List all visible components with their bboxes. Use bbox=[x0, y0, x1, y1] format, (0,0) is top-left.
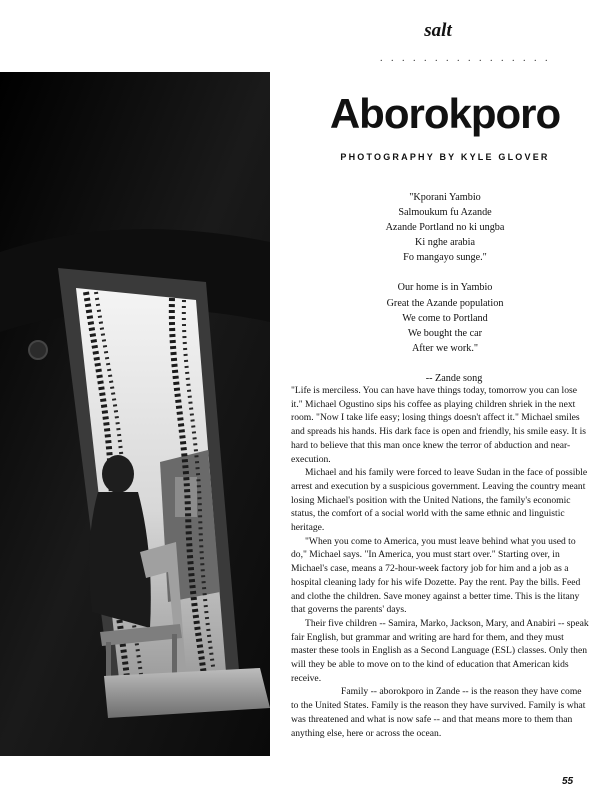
poem-line: We come to Portland bbox=[402, 312, 488, 324]
poem-line: Azande Portland no ki ungba bbox=[385, 222, 505, 234]
poem-stanza-zande bbox=[300, 190, 590, 265]
section-header bbox=[380, 20, 551, 64]
photo-credit: PHOTOGRAPHY BY KYLE GLOVER bbox=[340, 152, 550, 162]
poem-stanza-english bbox=[300, 280, 590, 355]
body-paragraph: "When you come to America, you must leave behind what you used to do," Michael says. "In America, you must start over." Starting over, in Michael's case, means a 72-hour-week factory job for him and a job as a hospital cleaning lady for his wife Dozette. Pay the rent. Pay the bills. Feed and clothe the children. Save money against a better time. This is the litany that governs the parents' days. bbox=[291, 535, 581, 616]
epigraph-poem bbox=[300, 190, 590, 386]
section-label: salt bbox=[424, 20, 452, 41]
article-body bbox=[291, 384, 590, 740]
poem-attribution: -- Zande song bbox=[425, 372, 483, 384]
photograph bbox=[0, 72, 270, 756]
body-paragraph: Their five children -- Samira, Marko, Jackson, Mary, and Anabiri -- speak fair English, but grammar and writing are hard for them, and they must master these tools in English as a Second Language (ESL) classes. Only then will they be able to move on to the kind of education that American kids receive. bbox=[291, 617, 589, 684]
body-paragraph: Michael and his family were forced to leave Sudan in the face of possible arrest and execution by a suspicious government. Leaving the country meant losing Michael's position with the United Nations, the family's economic status, the comfort of a social world with the same ethnic and linguistic heritage. bbox=[291, 467, 588, 534]
article-title: Aborokporo bbox=[329, 90, 561, 137]
poem-line: Ki nghe arabia bbox=[415, 237, 475, 249]
poem-line: Our home is in Yambio bbox=[397, 282, 493, 294]
page-number: 55 bbox=[562, 776, 574, 787]
poem-line: After we work." bbox=[411, 342, 479, 354]
poem-line: "Kporani Yambio bbox=[409, 192, 481, 203]
poem-line: Fo mangayo sunge." bbox=[403, 252, 487, 264]
poem-line: Great the Azande population bbox=[386, 297, 504, 309]
poem-line: Salmoukum fu Azande bbox=[398, 207, 492, 219]
poem-line: We bought the car bbox=[407, 327, 483, 339]
doorway-photo-illustration bbox=[0, 72, 270, 756]
body-paragraph: "Life is merciless. You can have have things today, tomorrow you can lose it." Michael Ogustino sips his coffee as playing children shriek in the next room. "Now I take life easy; losing things doesn't affect it." Michael smiles and spreads his hands. His dark face is open and friendly, his smile easy. It is hard to believe that this man once knew the terror of abduction and near-execution. bbox=[291, 385, 587, 465]
dotted-rule: . . . . . . . . . . . . . . . . bbox=[380, 53, 551, 64]
body-paragraph: Family -- aborokporo in Zande -- is the reason they have come to the United States. Family is the reason they have survived. Family is what was threatened and what is now safe -- and that means more to them than anything else, here or across the ocean. bbox=[291, 686, 586, 739]
